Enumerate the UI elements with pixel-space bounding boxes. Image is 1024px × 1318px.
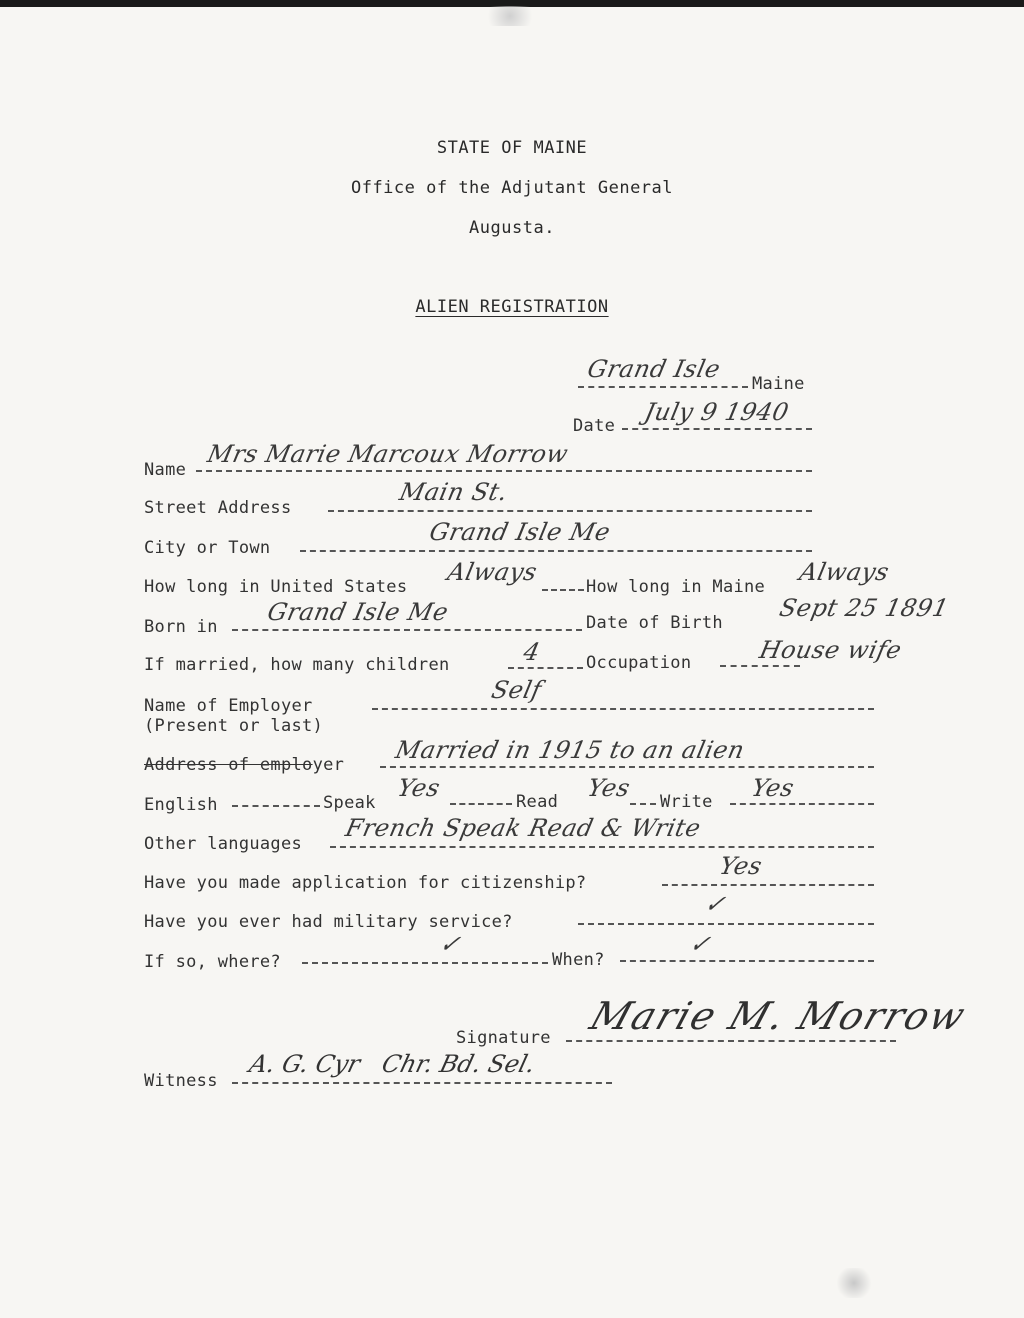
signature-line <box>566 1040 896 1042</box>
read-value: Yes <box>585 774 633 802</box>
when-label: When? <box>552 950 605 970</box>
other-line <box>330 846 874 848</box>
address-value: Married in 1915 to an alien <box>393 736 748 764</box>
employer-value: Self <box>489 676 545 704</box>
name-value: Mrs Marie Marcoux Morrow <box>205 440 571 468</box>
occupation-line <box>720 665 800 667</box>
city-value: Grand Isle Me <box>427 518 613 546</box>
city-line <box>300 550 812 552</box>
maine-value: Always <box>797 558 892 586</box>
address-rest: yer <box>312 755 345 775</box>
employer-label: Name of Employer <box>144 696 313 716</box>
office-heading: Office of the Adjutant General <box>350 178 674 198</box>
born-line <box>232 629 582 631</box>
date-line <box>622 428 812 430</box>
town-suffix: Maine <box>752 374 805 394</box>
town-line <box>578 386 748 388</box>
employer-sub: (Present or last) <box>144 716 324 736</box>
name-line <box>196 470 812 472</box>
scan-artifact <box>480 6 540 26</box>
witness-line <box>232 1082 612 1084</box>
date-label: Date <box>573 416 616 436</box>
speak-label: Speak <box>323 793 376 813</box>
name-label: Name <box>144 460 187 480</box>
address-line <box>380 766 874 768</box>
occupation-value: House wife <box>757 636 905 664</box>
signature-value: Marie M. Morrow <box>584 994 973 1038</box>
where-line <box>302 962 548 964</box>
other-label: Other languages <box>144 834 303 854</box>
military-line <box>578 923 874 925</box>
children-value: 4 <box>521 638 543 666</box>
form-title: ALIEN REGISTRATION <box>415 297 609 317</box>
when-line <box>620 960 874 962</box>
street-label: Street Address <box>144 498 292 518</box>
write-label: Write <box>660 792 713 812</box>
children-label: If married, how many children <box>144 655 450 675</box>
write-value: Yes <box>749 774 797 802</box>
witness-label: Witness <box>144 1071 218 1091</box>
street-value: Main St. <box>397 478 511 506</box>
other-value: French Speak Read & Write <box>343 814 704 842</box>
citizenship-label: Have you made application for citizenship? <box>144 873 587 893</box>
born-value: Grand Isle Me <box>265 598 451 626</box>
where-value: ✓ <box>437 930 464 958</box>
us-label: How long in United States <box>144 577 408 597</box>
street-line <box>328 510 812 512</box>
when-value: ✓ <box>687 930 714 958</box>
born-label: Born in <box>144 617 218 637</box>
maine-label: How long in Maine <box>586 577 766 597</box>
read-line <box>630 803 656 805</box>
city-label: City or Town <box>144 538 271 558</box>
speak-value: Yes <box>395 774 443 802</box>
dob-value: Sept 25 1891 <box>777 594 952 622</box>
employer-line <box>372 708 874 710</box>
us-value: Always <box>445 558 540 586</box>
dob-label: Date of Birth <box>586 613 723 633</box>
citizenship-value: Yes <box>717 852 765 880</box>
date-value: July 9 1940 <box>642 398 792 426</box>
occupation-label: Occupation <box>586 653 692 673</box>
signature-label: Signature <box>456 1028 551 1048</box>
city-heading: Augusta. <box>469 218 555 238</box>
citizenship-line <box>662 884 874 886</box>
military-label: Have you ever had military service? <box>144 912 513 932</box>
state-heading: STATE OF MAINE <box>436 138 588 158</box>
military-value: ✓ <box>702 890 729 918</box>
witness-value: A. G. Cyr Chr. Bd. Sel. <box>246 1050 539 1078</box>
read-label: Read <box>516 792 559 812</box>
speak-line <box>450 803 512 805</box>
english-label: English <box>144 795 218 815</box>
english-line <box>232 805 320 807</box>
scan-artifact-corner <box>834 1268 874 1298</box>
write-line <box>730 803 874 805</box>
children-line <box>508 667 583 669</box>
us-line <box>542 589 584 591</box>
town-value: Grand Isle <box>585 355 724 383</box>
address-struck: Address of emplo <box>144 755 313 775</box>
where-label: If so, where? <box>144 952 281 972</box>
